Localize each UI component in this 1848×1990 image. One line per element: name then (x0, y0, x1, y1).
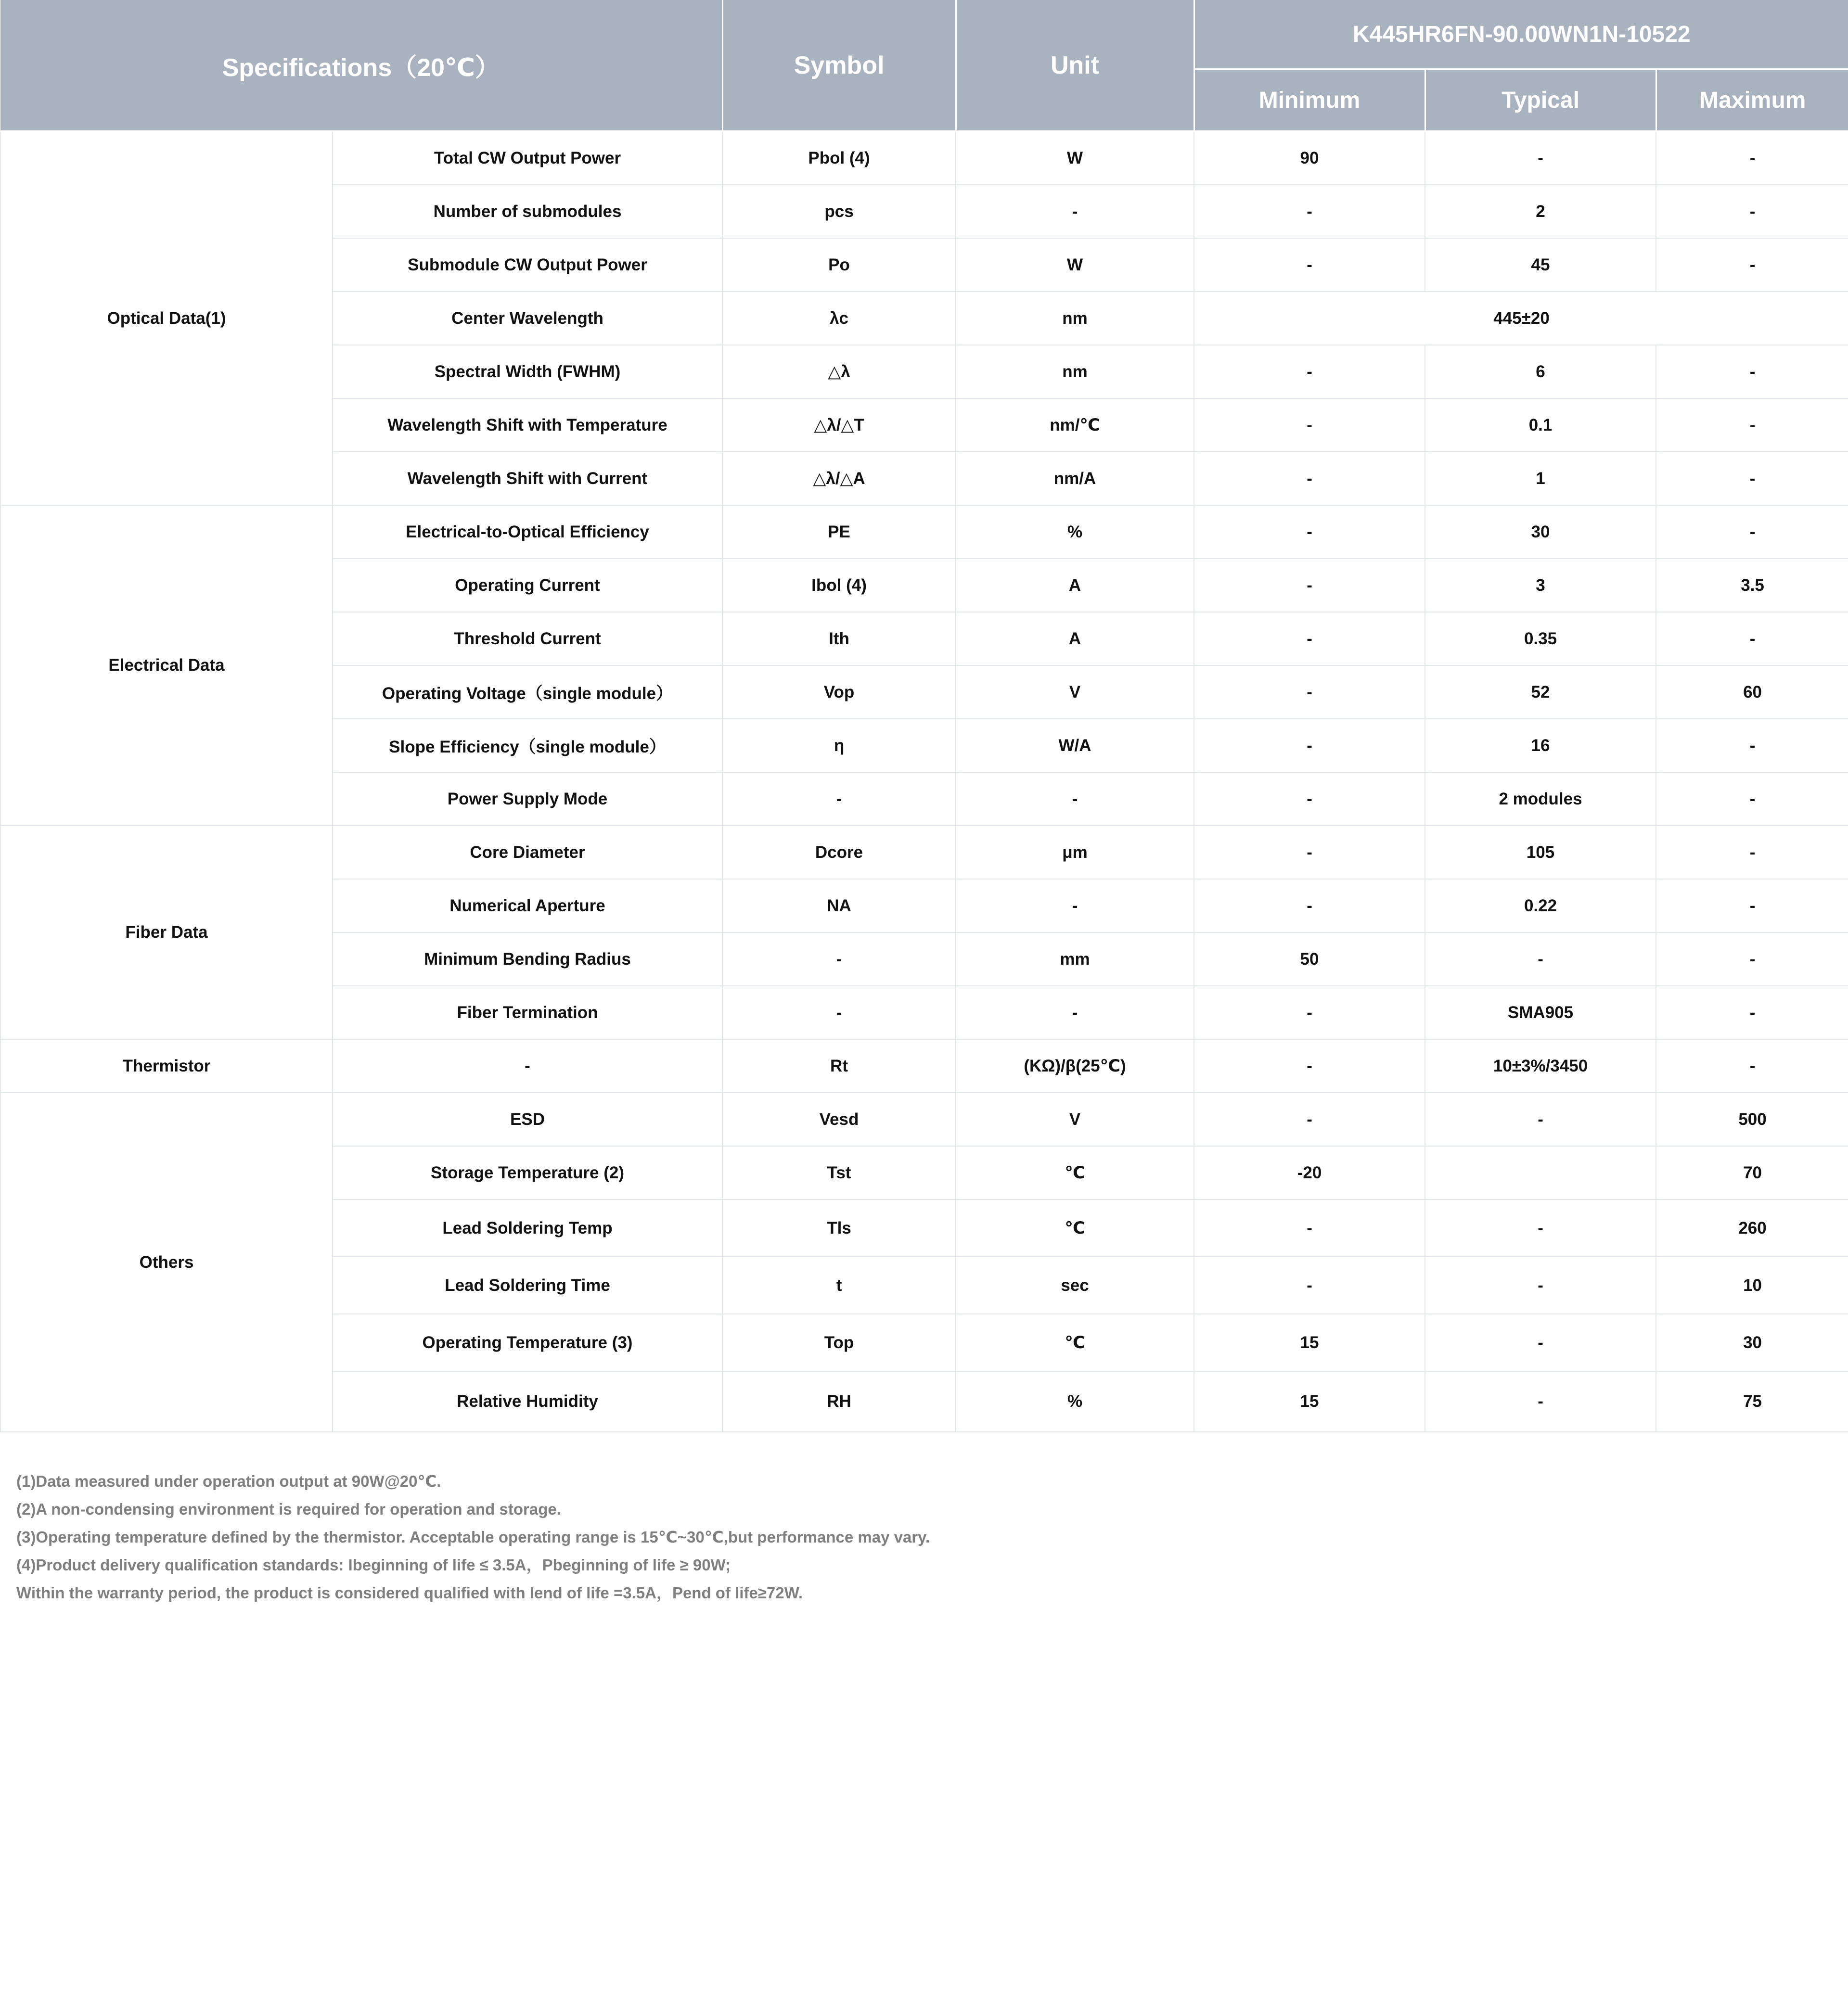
symbol-cell: - (722, 932, 956, 986)
typ-cell: 105 (1425, 826, 1656, 879)
typ-cell: - (1425, 1257, 1656, 1314)
typ-cell: SMA905 (1425, 986, 1656, 1039)
min-cell: - (1194, 826, 1425, 879)
typ-cell: 2 (1425, 185, 1656, 238)
typ-cell: 2 modules (1425, 772, 1656, 826)
min-cell: - (1194, 665, 1425, 719)
unit-cell: (KΩ)/β(25℃) (956, 1039, 1194, 1093)
min-cell: - (1194, 398, 1425, 452)
param-cell: Core Diameter (333, 826, 722, 879)
min-cell: - (1194, 1093, 1425, 1146)
typ-cell: 3 (1425, 559, 1656, 612)
min-cell: - (1194, 612, 1425, 665)
param-cell: Electrical-to-Optical Efficiency (333, 505, 722, 559)
param-cell: Total CW Output Power (333, 131, 722, 185)
footnote-warranty: Within the warranty period, the product is considered qualified with Iend of life =3.5A，Pend of life≥72W. (16, 1584, 803, 1602)
max-cell: - (1656, 185, 1848, 238)
merged-value-cell: 445±20 (1194, 292, 1848, 345)
param-cell: Slope Efficiency（single module） (333, 719, 722, 772)
param-cell: Storage Temperature (2) (333, 1146, 722, 1199)
header-unit: Unit (956, 0, 1194, 131)
param-cell: Power Supply Mode (333, 772, 722, 826)
unit-cell: μm (956, 826, 1194, 879)
footnote-4: (4)Product delivery qualification standards: Ibeginning of life ≤ 3.5A，Pbeginning of life ≥ 90W; (16, 1556, 731, 1574)
unit-cell: A (956, 559, 1194, 612)
typ-cell: 52 (1425, 665, 1656, 719)
max-cell: - (1656, 131, 1848, 185)
max-cell: - (1656, 345, 1848, 398)
typ-cell: 30 (1425, 505, 1656, 559)
unit-cell: - (956, 986, 1194, 1039)
min-cell: - (1194, 986, 1425, 1039)
symbol-cell: Dcore (722, 826, 956, 879)
param-cell: Minimum Bending Radius (333, 932, 722, 986)
symbol-cell: Ibol (4) (722, 559, 956, 612)
footnote-1: (1)Data measured under operation output at 90W@20℃. (16, 1472, 441, 1490)
max-cell: - (1656, 772, 1848, 826)
param-cell: Operating Current (333, 559, 722, 612)
max-cell: 10 (1656, 1257, 1848, 1314)
min-cell: - (1194, 505, 1425, 559)
typ-cell: 16 (1425, 719, 1656, 772)
symbol-cell: Tst (722, 1146, 956, 1199)
min-cell: - (1194, 345, 1425, 398)
typ-cell: 6 (1425, 345, 1656, 398)
max-cell: - (1656, 398, 1848, 452)
table-row (0, 1039, 1848, 1093)
typ-cell: 0.35 (1425, 612, 1656, 665)
table-row (0, 826, 1848, 879)
typ-cell: - (1425, 932, 1656, 986)
unit-cell: mm (956, 932, 1194, 986)
symbol-cell: pcs (722, 185, 956, 238)
param-cell: Number of submodules (333, 185, 722, 238)
symbol-cell: λc (722, 292, 956, 345)
param-cell: ESD (333, 1093, 722, 1146)
typ-cell (1425, 1146, 1656, 1199)
typ-cell: 0.1 (1425, 398, 1656, 452)
param-cell: Wavelength Shift with Temperature (333, 398, 722, 452)
unit-cell: ℃ (956, 1146, 1194, 1199)
table-row (0, 131, 1848, 185)
param-cell: Threshold Current (333, 612, 722, 665)
footnote-3: (3)Operating temperature defined by the thermistor. Acceptable operating range is 15℃~30℃,but performance may vary. (16, 1528, 930, 1546)
symbol-cell: NA (722, 879, 956, 932)
unit-cell: - (956, 772, 1194, 826)
max-cell: - (1656, 719, 1848, 772)
category-optical-data: Optical Data(1) (0, 131, 333, 506)
footnote-2: (2)A non-condensing environment is required for operation and storage. (16, 1500, 561, 1518)
category-thermistor: Thermistor (0, 1039, 333, 1093)
category-fiber-data: Fiber Data (0, 826, 333, 1039)
unit-cell: sec (956, 1257, 1194, 1314)
symbol-cell: - (722, 986, 956, 1039)
symbol-cell: - (722, 772, 956, 826)
min-cell: 50 (1194, 932, 1425, 986)
param-cell: Fiber Termination (333, 986, 722, 1039)
typ-cell: 1 (1425, 452, 1656, 505)
min-cell: 90 (1194, 131, 1425, 185)
symbol-cell: t (722, 1257, 956, 1314)
min-cell: - (1194, 879, 1425, 932)
max-cell: 30 (1656, 1314, 1848, 1371)
header-specifications: Specifications（20℃） (0, 0, 722, 131)
param-cell: Spectral Width (FWHM) (333, 345, 722, 398)
min-cell: 15 (1194, 1371, 1425, 1432)
max-cell: - (1656, 238, 1848, 292)
unit-cell: W (956, 131, 1194, 185)
symbol-cell: η (722, 719, 956, 772)
max-cell: 75 (1656, 1371, 1848, 1432)
symbol-cell: △λ/△A (722, 452, 956, 505)
min-cell: - (1194, 772, 1425, 826)
min-cell: - (1194, 719, 1425, 772)
min-cell: - (1194, 1039, 1425, 1093)
param-cell: Relative Humidity (333, 1371, 722, 1432)
param-cell: - (333, 1039, 722, 1093)
unit-cell: ℃ (956, 1199, 1194, 1257)
unit-cell: nm/A (956, 452, 1194, 505)
header-symbol: Symbol (722, 0, 956, 131)
symbol-cell: △λ (722, 345, 956, 398)
max-cell: 500 (1656, 1093, 1848, 1146)
min-cell: - (1194, 452, 1425, 505)
param-cell: Center Wavelength (333, 292, 722, 345)
unit-cell: nm (956, 292, 1194, 345)
symbol-cell: Rt (722, 1039, 956, 1093)
max-cell: 70 (1656, 1146, 1848, 1199)
unit-cell: % (956, 1371, 1194, 1432)
category-electrical-data: Electrical Data (0, 505, 333, 826)
table-row (0, 505, 1848, 559)
min-cell: - (1194, 185, 1425, 238)
min-cell: - (1194, 1257, 1425, 1314)
unit-cell: V (956, 1093, 1194, 1146)
symbol-cell: Top (722, 1314, 956, 1371)
typ-cell: - (1425, 1199, 1656, 1257)
footnotes (16, 1467, 1797, 1607)
min-cell: -20 (1194, 1146, 1425, 1199)
symbol-cell: △λ/△T (722, 398, 956, 452)
max-cell: - (1656, 1039, 1848, 1093)
category-others: Others (0, 1093, 333, 1432)
param-cell: Numerical Aperture (333, 879, 722, 932)
typ-cell: - (1425, 1093, 1656, 1146)
unit-cell: % (956, 505, 1194, 559)
unit-cell: - (956, 185, 1194, 238)
unit-cell: nm/℃ (956, 398, 1194, 452)
unit-cell: W (956, 238, 1194, 292)
min-cell: 15 (1194, 1314, 1425, 1371)
symbol-cell: RH (722, 1371, 956, 1432)
header-minimum: Minimum (1194, 69, 1425, 131)
typ-cell: 10±3%/3450 (1425, 1039, 1656, 1093)
max-cell: - (1656, 826, 1848, 879)
param-cell: Submodule CW Output Power (333, 238, 722, 292)
symbol-cell: Ith (722, 612, 956, 665)
max-cell: 60 (1656, 665, 1848, 719)
max-cell: 260 (1656, 1199, 1848, 1257)
max-cell: 3.5 (1656, 559, 1848, 612)
header-part-number: K445HR6FN-90.00WN1N-10522 (1194, 0, 1848, 69)
param-cell: Lead Soldering Temp (333, 1199, 722, 1257)
typ-cell: - (1425, 1371, 1656, 1432)
symbol-cell: Vop (722, 665, 956, 719)
symbol-cell: Po (722, 238, 956, 292)
param-cell: Operating Voltage（single module） (333, 665, 722, 719)
min-cell: - (1194, 1199, 1425, 1257)
max-cell: - (1656, 452, 1848, 505)
unit-cell: ℃ (956, 1314, 1194, 1371)
symbol-cell: Pbol (4) (722, 131, 956, 185)
max-cell: - (1656, 986, 1848, 1039)
unit-cell: nm (956, 345, 1194, 398)
unit-cell: A (956, 612, 1194, 665)
symbol-cell: Vesd (722, 1093, 956, 1146)
header-maximum: Maximum (1656, 69, 1848, 131)
typ-cell: - (1425, 1314, 1656, 1371)
max-cell: - (1656, 612, 1848, 665)
unit-cell: V (956, 665, 1194, 719)
typ-cell: - (1425, 131, 1656, 185)
max-cell: - (1656, 505, 1848, 559)
param-cell: Operating Temperature (3) (333, 1314, 722, 1371)
min-cell: - (1194, 559, 1425, 612)
unit-cell: - (956, 879, 1194, 932)
symbol-cell: PE (722, 505, 956, 559)
typ-cell: 0.22 (1425, 879, 1656, 932)
unit-cell: W/A (956, 719, 1194, 772)
table-row (0, 1093, 1848, 1146)
max-cell: - (1656, 879, 1848, 932)
param-cell: Lead Soldering Time (333, 1257, 722, 1314)
typ-cell: 45 (1425, 238, 1656, 292)
header-typical: Typical (1425, 69, 1656, 131)
symbol-cell: Tls (722, 1199, 956, 1257)
min-cell: - (1194, 238, 1425, 292)
param-cell: Wavelength Shift with Current (333, 452, 722, 505)
max-cell: - (1656, 932, 1848, 986)
